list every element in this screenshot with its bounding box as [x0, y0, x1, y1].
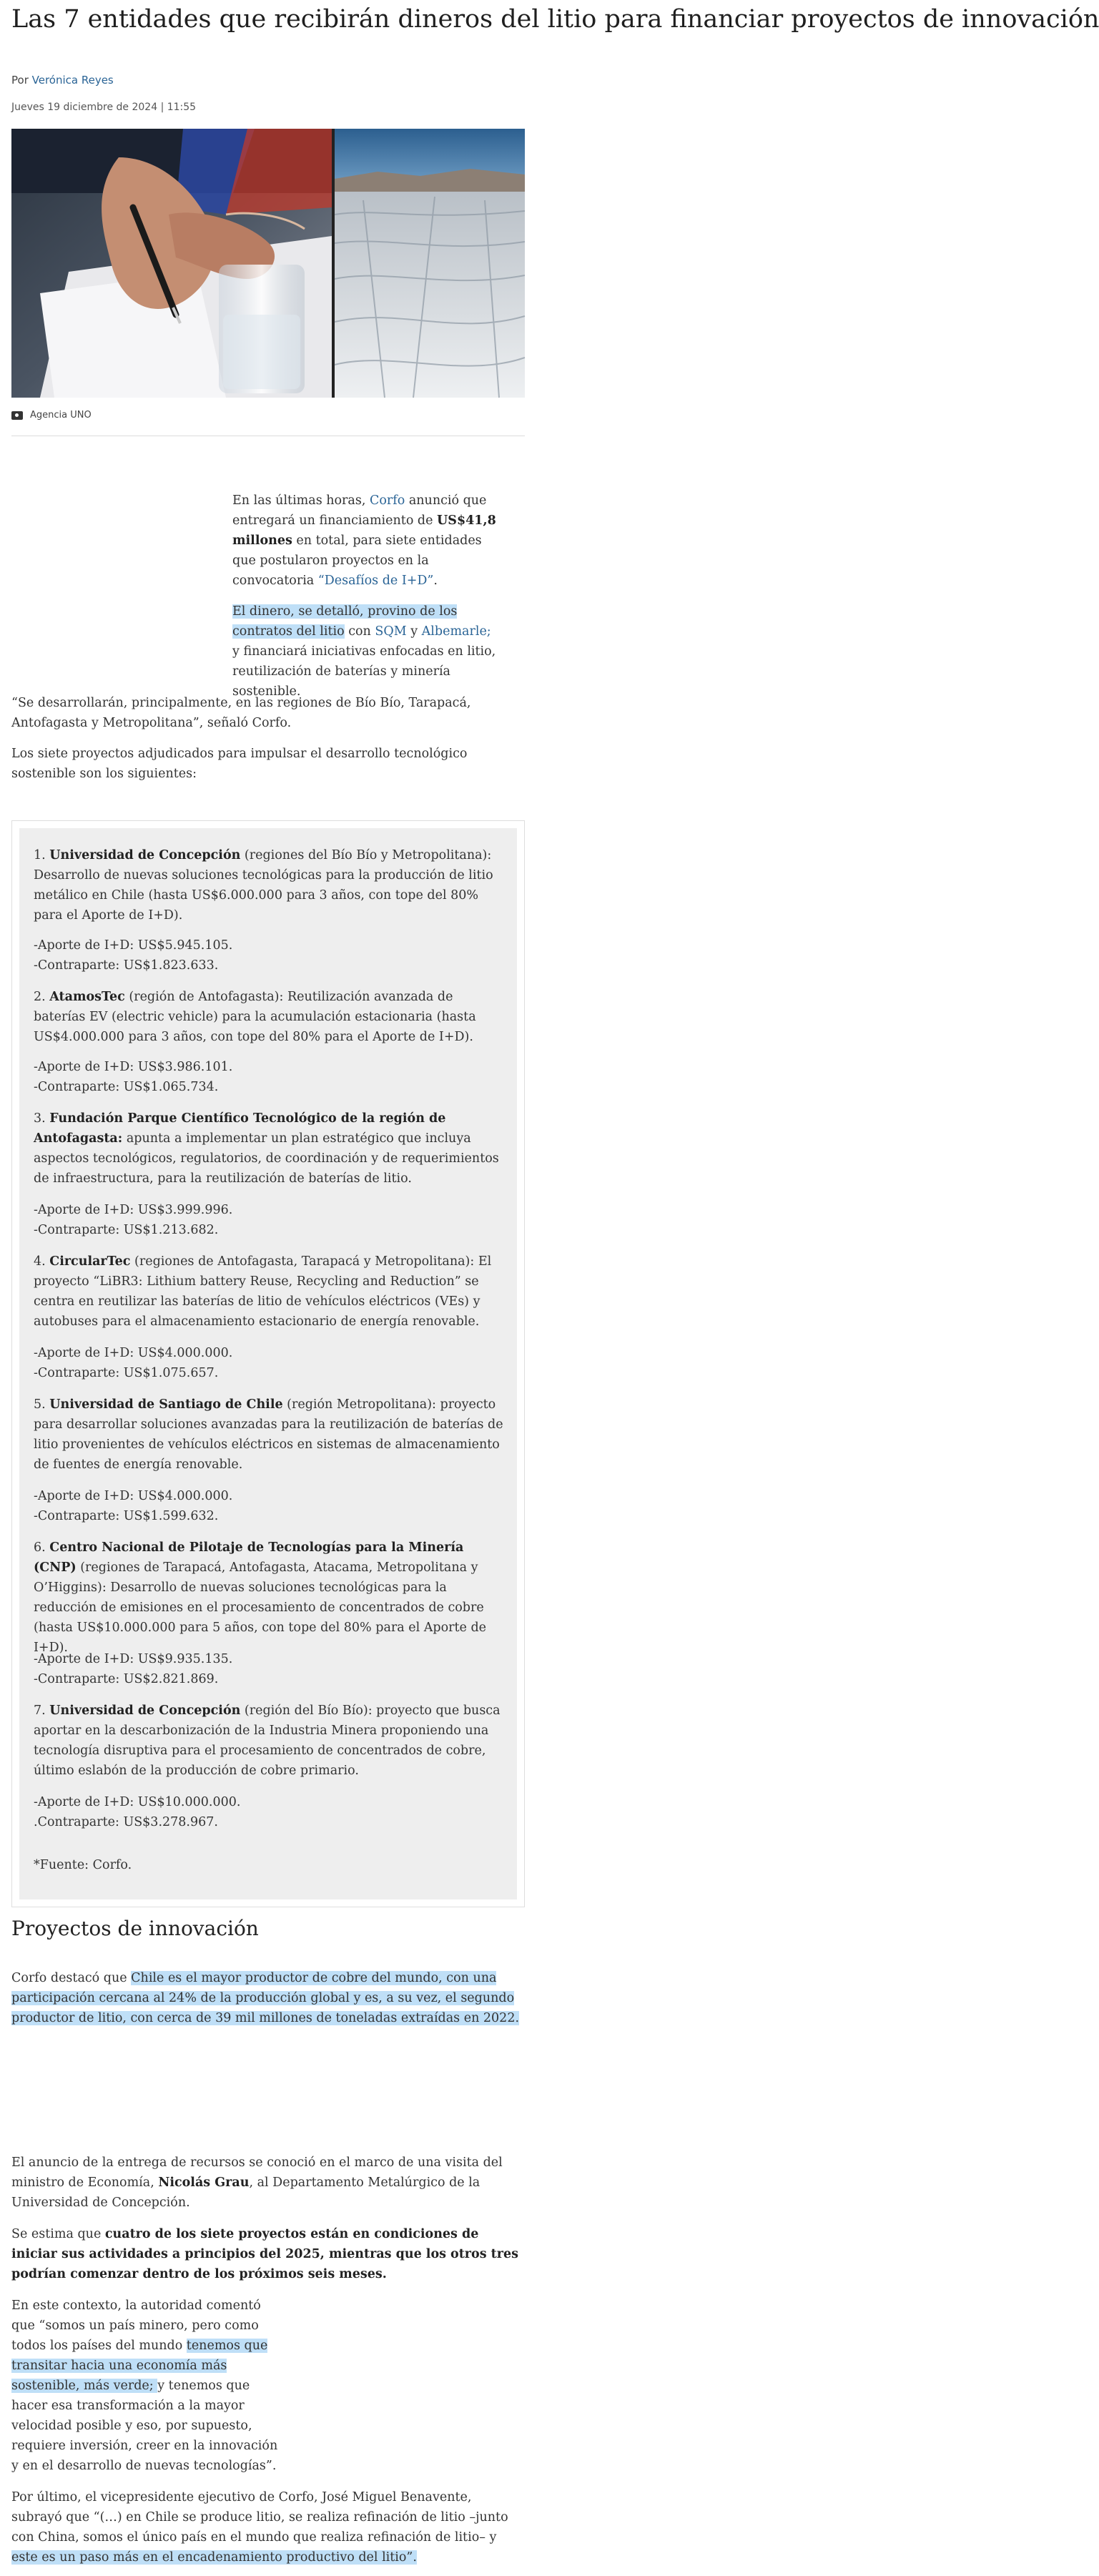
section-paragraph-4: En este contexto, la autoridad comentó que “somos un país minero, pero como todos los países del mundo tenemos que transitar hacia una economía más sostenible, más verde; y tenemos que hacer esa transformación a la mayor velocidad posible y eso, por supuesto, requiere inversión, creer en la innovación y en el desarrollo de nuevas tecnologías”. — [11, 2299, 278, 2473]
project-item: 6. Centro Nacional de Pilotaje de Tecnologías para la Minería (CNP) (regiones de Tarapacá, Antofagasta, Atacama, Metropolitana y O’Higgins): Desarrollo de nuevas soluciones tecnológicas para la reducción de emisiones en el procesamiento de concentrados de cobre (hasta US$10.000.000 para 5 años, con tope del 80% para el Aporte de I+D). — [34, 1540, 487, 1655]
publish-date: Jueves 19 diciembre de 2024 | 11:55 — [11, 102, 197, 113]
project-aporte: -Aporte de I+D: US$3.986.101. — [34, 1060, 233, 1074]
desafios-link[interactable]: “Desafíos de I+D” — [317, 574, 434, 588]
project-contraparte: -Contraparte: US$1.599.632. — [34, 1509, 219, 1523]
byline-prefix: Por — [11, 74, 32, 87]
albemarle-link[interactable]: Albemarle; — [421, 624, 491, 639]
projects-list — [19, 828, 517, 1899]
corfo-link[interactable]: Corfo — [369, 493, 405, 508]
project-aporte: -Aporte de I+D: US$9.935.135. — [34, 1652, 233, 1666]
project-item: 2. AtamosTec (región de Antofagasta): Reutilización avanzada de baterías EV (electric vehicle) para la acumulación estacionaria (hasta US$4.000.000 para 3 años, con tope del 80% para el Aporte de I+D). — [34, 990, 476, 1044]
intro-paragraph-2: El dinero, se detalló, provino de los contratos del litio con SQM y Albemarle; y financiará iniciativas enfocadas en litio, reutilización de baterías y minería sostenible. — [232, 604, 496, 699]
project-aporte: -Aporte de I+D: US$5.945.105. — [34, 938, 233, 953]
project-aporte: -Aporte de I+D: US$10.000.000. — [34, 1795, 241, 1809]
project-contraparte: -Contraparte: US$1.065.734. — [34, 1080, 219, 1094]
project-item: 1. Universidad de Concepción (regiones del Bío Bío y Metropolitana): Desarrollo de nuevas soluciones tecnológicas para la producción de litio metálico en Chile (hasta US$6.000.000 para 3 años, con tope del 80% para el Aporte de I+D). — [34, 848, 493, 923]
section-paragraph-2: El anuncio de la entrega de recursos se conoció en el marco de una visita del ministro de Economía, Nicolás Grau, al Departamento Metalúrgico de la Universidad de Concepción. — [11, 2155, 503, 2210]
project-item: 4. CircularTec (regiones de Antofagasta, Tarapacá y Metropolitana): El proyecto “LiBR3: Lithium battery Reuse, Recycling and Reduction” se centra en reutilizar las baterías de litio de vehículos eléctricos (VEs) y autobuses para el almacenamiento estacionario de energía renovable. — [34, 1254, 492, 1329]
photo-caption — [11, 410, 92, 421]
project-item: 3. Fundación Parque Científico Tecnológico de la región de Antofagasta: apunta a implementar un plan estratégico que incluya aspectos tecnológicos, regulatorios, de coordinación y de requerimientos de infraestructura, para la reutilización de baterías de litio. — [34, 1111, 499, 1186]
project-item: 7. Universidad de Concepción (región del Bío Bío): proyecto que busca aportar en la descarbonización de la Industria Minera proponiendo una tecnología disruptiva para el procesamiento de concentrados de cobre, último eslabón de la producción de cobre primario. — [34, 1704, 501, 1778]
intro-paragraph-4: Los siete proyectos adjudicados para impulsar el desarrollo tecnológico sostenible son los siguientes: — [11, 747, 468, 781]
photo-credit: Agencia UNO — [30, 410, 92, 421]
author-link[interactable]: Verónica Reyes — [31, 74, 114, 87]
project-aporte: -Aporte de I+D: US$3.999.996. — [34, 1203, 233, 1217]
section-heading: Proyectos de innovación — [11, 1917, 259, 1940]
camera-icon — [11, 411, 23, 420]
project-contraparte: .Contraparte: US$3.278.967. — [34, 1815, 218, 1829]
project-aporte: -Aporte de I+D: US$4.000.000. — [34, 1346, 233, 1360]
article-photo — [11, 129, 525, 398]
photo-salt-flat — [335, 129, 525, 398]
article-title: Las 7 entidades que recibirán dineros del litio para financiar proyectos de innovación — [11, 5, 1099, 34]
sqm-link[interactable]: SQM — [375, 624, 407, 639]
project-item: 5. Universidad de Santiago de Chile (región Metropolitana): proyecto para desarrollar soluciones avanzadas para la reutilización de baterías de litio provenientes de vehículos eléctricos en sistemas de almacenamiento de fuentes de energía renovable. — [34, 1397, 503, 1472]
project-aporte: -Aporte de I+D: US$4.000.000. — [34, 1489, 233, 1503]
project-contraparte: -Contraparte: US$1.823.633. — [34, 958, 219, 973]
section-paragraph-1: Corfo destacó que Chile es el mayor productor de cobre del mundo, con una participación cercana al 24% de la producción global y es, a su vez, el segundo productor de litio, con cerca de 39 mil millones de toneladas extraídas en 2022. — [11, 1971, 520, 2025]
project-contraparte: -Contraparte: US$1.075.657. — [34, 1366, 219, 1380]
project-contraparte: -Contraparte: US$2.821.869. — [34, 1672, 219, 1686]
project-contraparte: -Contraparte: US$1.213.682. — [34, 1223, 219, 1237]
intro-paragraph-1: En las últimas horas, Corfo anunció que entregará un financiamiento de US$41,8 millones en total, para siete entidades que postularon proyectos en la convocatoria “Desafíos de I+D”. — [232, 493, 496, 588]
section-paragraph-5: Por último, el vicepresidente ejecutivo de Corfo, José Miguel Benavente, subrayó que “(…) en Chile se produce litio, se realiza refinación de litio –junto con China, somos el único país en el mundo que realiza refinación de litio– y este es un paso más en el encadenamiento productivo del litio”. — [11, 2490, 508, 2565]
photo-hand-signing — [11, 129, 332, 398]
intro-paragraph-3: “Se desarrollarán, principalmente, en las regiones de Bío Bío, Tarapacá, Antofagasta y Metropolitana”, señaló Corfo. — [11, 696, 471, 730]
section-paragraph-3: Se estima que cuatro de los siete proyectos están en condiciones de iniciar sus actividades a principios del 2025, mientras que los otros tres podrían comenzar dentro de los próximos seis meses. — [11, 2227, 518, 2281]
projects-box — [11, 820, 525, 1907]
source-note: *Fuente: Corfo. — [34, 1858, 132, 1872]
byline — [11, 74, 114, 87]
